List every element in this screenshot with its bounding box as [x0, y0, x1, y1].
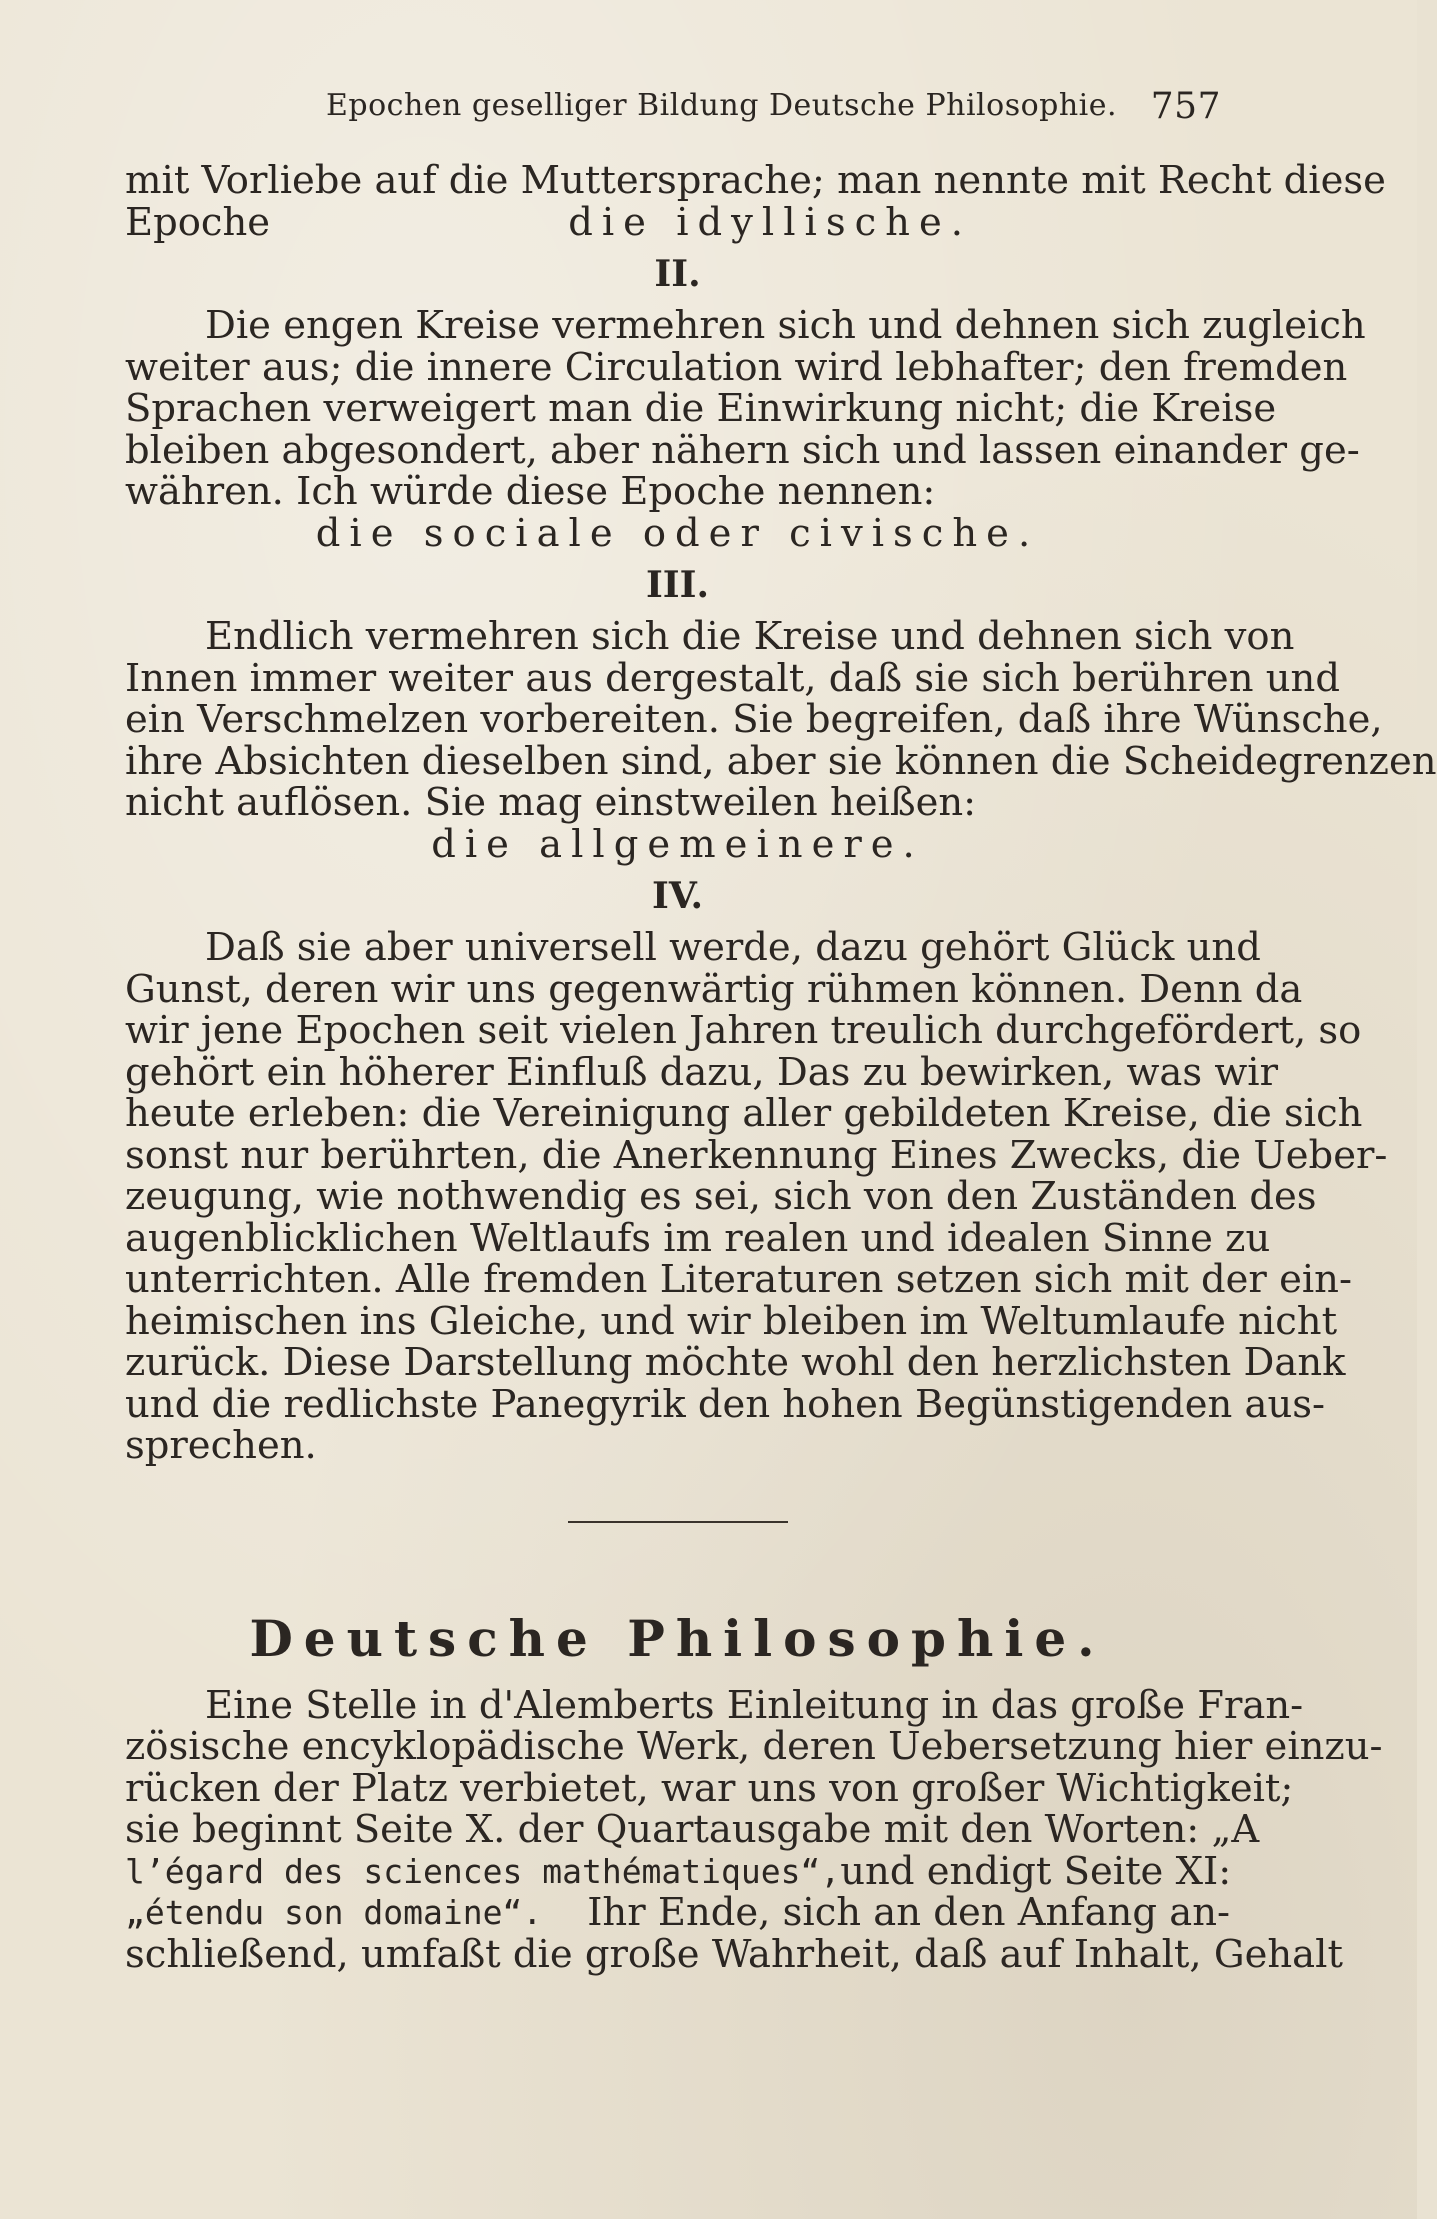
section-numeral-ii: II.: [654, 253, 701, 295]
paragraph-line: heimischen ins Gleiche, und wir bleiben im Weltumlaufe nicht: [125, 1298, 1338, 1344]
page-body: [125, 158, 1437, 1977]
paragraph-line: gehört ein höherer Einfluß dazu, Das zu bewirken, was wir: [125, 1049, 1279, 1095]
paragraph-line: augenblicklichen Weltlaufs im realen und idealen Sinne zu: [125, 1215, 1271, 1261]
section-numeral-iv: IV.: [651, 875, 703, 917]
paragraph-line: Die engen Kreise vermehren sich und dehnen sich zugleich: [205, 303, 1366, 348]
paragraph-line: zurück. Diese Darstellung möchte wohl den herzlichsten Dank: [125, 1340, 1346, 1385]
paragraph-fragment: Ihr Ende, sich an den Anfang an-: [587, 1890, 1230, 1935]
paragraph-line: Endlich vermehren sich die Kreise und dehnen sich von: [205, 614, 1295, 659]
paragraph-line: Daß sie aber universell werde, dazu gehört Glück und: [205, 925, 1261, 970]
paragraph-line-mixed: [125, 1892, 1230, 1934]
paragraph-line: rücken der Platz verbietet, war uns von großer Wichtigkeit;: [125, 1765, 1294, 1811]
paragraph-line: schließend, umfaßt die große Wahrheit, daß auf Inhalt, Gehalt: [125, 1931, 1343, 1977]
intro-line: mit Vorliebe auf die Muttersprache; man nennte mit Recht diese: [125, 158, 1386, 203]
paragraph-line-mixed: [125, 1848, 1232, 1894]
paragraph-line: währen. Ich würde diese Epoche nennen:: [125, 469, 936, 514]
paragraph-line: zeugung, wie nothwendig es sei, sich von den Zuständen des: [125, 1174, 1317, 1219]
paragraph-line: Gunst, deren wir uns gegenwärtig rühmen können. Denn da: [125, 966, 1303, 1012]
epoch-name-idyllic: die idyllische.: [568, 199, 972, 245]
paragraph-line: ein Verschmelzen vorbereiten. Sie begreifen, daß ihre Wünsche,: [125, 697, 1383, 742]
paragraph-line: sonst nur berührten, die Anerkennung Eines Zwecks, die Ueber-: [125, 1132, 1388, 1178]
paragraph-line: sprechen.: [125, 1423, 317, 1468]
section-heading: Deutsche Philosophie.: [249, 1608, 1106, 1668]
paragraph-line: sie beginnt Seite X. der Quartausgabe mit den Worten: „A: [125, 1807, 1260, 1852]
intro-epoche-word: Epoche: [125, 199, 271, 245]
paragraph-line: ihre Absichten dieselben sind, aber sie können die Scheidegrenzen: [125, 738, 1437, 784]
paragraph-line: nicht auflösen. Sie mag einstweilen heißen:: [125, 780, 977, 825]
paragraph-line: Eine Stelle in d'Alemberts Einleitung in das große Fran-: [205, 1682, 1304, 1728]
epoch-name-social: die sociale oder civische.: [315, 510, 1040, 556]
paragraph-line: wir jene Epochen seit vielen Jahren treulich durchgefördert, so: [125, 1008, 1362, 1053]
paragraph-line: bleiben abgesondert, aber nähern sich und lassen einander ge-: [125, 427, 1360, 473]
paragraph-line: heute erleben: die Vereinigung aller gebildeten Kreise, die sich: [125, 1091, 1363, 1136]
paragraph-line: Sprachen verweigert man die Einwirkung nicht; die Kreise: [125, 386, 1277, 431]
intro-epoch-line: [125, 199, 1230, 245]
paragraph-fragment: und endigt Seite XI:: [840, 1848, 1232, 1894]
epoch-name-general: die allgemeinere.: [431, 821, 924, 867]
paragraph-line: zösische encyklopädische Werk, deren Uebersetzung hier einzu-: [125, 1724, 1383, 1769]
french-quote: „étendu son domaine“.: [125, 1893, 543, 1932]
section-divider: [568, 1521, 788, 1523]
french-quote: l’égard des sciences mathématiques“,: [125, 1851, 841, 1891]
running-title: Epochen geselliger Bildung Deutsche Philosophie.: [326, 88, 1118, 123]
paragraph-line: Innen immer weiter aus dergestalt, daß sie sich berühren und: [125, 655, 1340, 701]
paragraph-line: weiter aus; die innere Circulation wird lebhafter; den fremden: [125, 344, 1348, 390]
paragraph-line: unterrichten. Alle fremden Literaturen setzen sich mit der ein-: [125, 1257, 1352, 1302]
page-number: 757: [1150, 86, 1221, 127]
paragraph-line: und die redlichste Panegyrik den hohen Begünstigenden aus-: [125, 1381, 1326, 1427]
section-numeral-iii: III.: [645, 564, 710, 606]
